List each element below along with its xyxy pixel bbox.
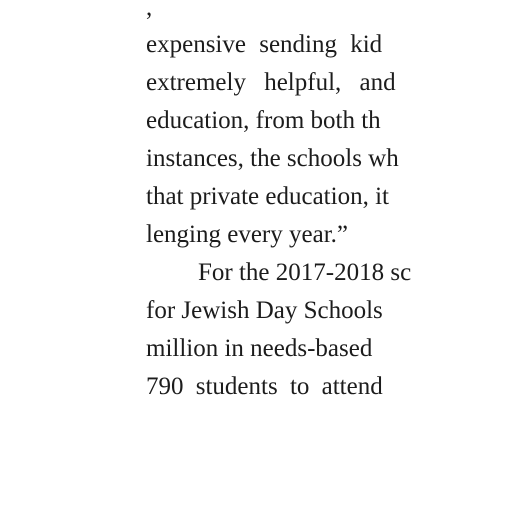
text-line-partial-top: ,: [146, 0, 153, 21]
text-line: expensive sending kid: [146, 31, 383, 58]
text-line-quote-end: lenging every year.”: [146, 221, 348, 248]
text-line-paragraph-start: For the 2017-2018 sc: [198, 259, 412, 286]
text-line: extremely helpful, and: [146, 69, 396, 96]
text-line: instances, the schools wh: [146, 145, 399, 172]
text-line: 790 students to attend: [146, 373, 383, 400]
text-line: that private education, it: [146, 183, 389, 210]
text-line: for Jewish Day Schools: [146, 297, 383, 324]
text-line: million in needs-based: [146, 335, 373, 362]
text-line: education, from both th: [146, 107, 381, 134]
